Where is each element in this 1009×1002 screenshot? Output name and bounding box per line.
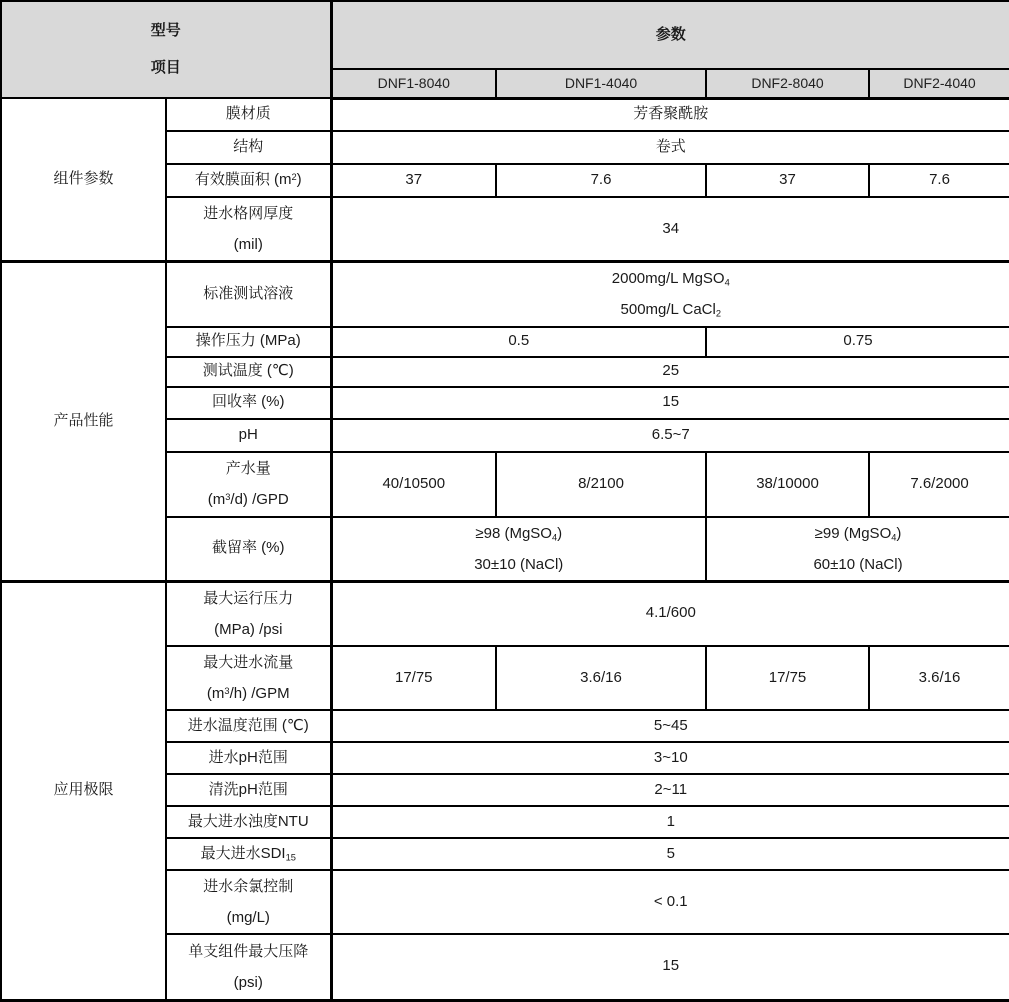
model-header-dnf2-8040: DNF2-8040 xyxy=(706,69,869,98)
test-solution-value: 2000mg/L MgSO$_4$ 500mg/L CaCl$_2$ xyxy=(331,262,1009,327)
rejection-value-dnf1: ≥98 (MgSO$_4$) 30±10 (NaCl) xyxy=(331,517,706,582)
test-temperature-label: 测试温度 (℃) xyxy=(166,357,331,387)
cleaning-ph-range-value: 2~11 xyxy=(331,774,1009,806)
permeate-flow-value-2: 8/2100 xyxy=(496,452,706,517)
recovery-label: 回收率 (%) xyxy=(166,387,331,419)
model-header-dnf1-8040: DNF1-8040 xyxy=(331,69,496,98)
effective-area-value-1: 37 xyxy=(331,164,496,197)
effective-area-label: 有效膜面积 $(m^2)$ xyxy=(166,164,331,197)
max-feed-flow-value-4: 3.6/16 xyxy=(869,646,1009,710)
row-membrane-material xyxy=(1,98,1009,131)
model-header-dnf1-4040: DNF1-4040 xyxy=(496,69,706,98)
max-pressure-drop-value: 15 xyxy=(331,934,1009,1000)
feed-spacer-label: 进水格网厚度 (mil) xyxy=(166,197,331,262)
max-pressure-label: 最大运行压力 (MPa) /psi xyxy=(166,581,331,646)
feed-ph-range-label: 进水pH范围 xyxy=(166,742,331,774)
max-pressure-drop-label: 单支组件最大压降 (psi) xyxy=(166,934,331,1000)
operating-pressure-value-dnf1: 0.5 xyxy=(331,327,706,357)
rejection-label: 截留率 (%) xyxy=(166,517,331,582)
section-title-performance: 产品性能 xyxy=(1,262,166,582)
membrane-material-label: 膜材质 xyxy=(166,98,331,131)
ph-value: 6.5~7 xyxy=(331,419,1009,452)
feed-ph-range-value: 3~10 xyxy=(331,742,1009,774)
max-turbidity-value: 1 xyxy=(331,806,1009,838)
effective-area-value-3: 37 xyxy=(706,164,869,197)
rejection-value-dnf2: ≥99 (MgSO$_4$) 60±10 (NaCl) xyxy=(706,517,1009,582)
membrane-material-value: 芳香聚酰胺 xyxy=(331,98,1009,131)
recovery-value: 15 xyxy=(331,387,1009,419)
max-feed-flow-label: 最大进水流量 $(m^3/h)$ /GPM xyxy=(166,646,331,710)
structure-label: 结构 xyxy=(166,131,331,164)
max-feed-flow-value-2: 3.6/16 xyxy=(496,646,706,710)
effective-area-value-4: 7.6 xyxy=(869,164,1009,197)
section-title-limits: 应用极限 xyxy=(1,581,166,1000)
permeate-flow-label: 产水量 $(m^3/d)$ /GPD xyxy=(166,452,331,517)
feed-temp-range-label: 进水温度范围 (℃) xyxy=(166,710,331,742)
corner-item-label: 项目 xyxy=(150,58,181,76)
structure-value: 卷式 xyxy=(331,131,1009,164)
residual-chlorine-value: < 0.1 xyxy=(331,870,1009,934)
effective-area-value-2: 7.6 xyxy=(496,164,706,197)
corner-model-label: 型号 xyxy=(150,21,181,39)
residual-chlorine-label: 进水余氯控制 (mg/L) xyxy=(166,870,331,934)
operating-pressure-label: 操作压力 (MPa) xyxy=(166,327,331,357)
permeate-flow-value-4: 7.6/2000 xyxy=(869,452,1009,517)
row-test-solution xyxy=(1,262,1009,327)
max-feed-flow-value-3: 17/75 xyxy=(706,646,869,710)
max-pressure-value: 4.1/600 xyxy=(331,581,1009,646)
test-solution-label: 标准测试溶液 xyxy=(166,262,331,327)
max-feed-flow-value-1: 17/75 xyxy=(331,646,496,710)
row-max-pressure xyxy=(1,581,1009,646)
max-sdi-value: 5 xyxy=(331,838,1009,870)
operating-pressure-value-dnf2: 0.75 xyxy=(706,327,1009,357)
max-sdi-label: 最大进水$SDI_{15}$ xyxy=(166,838,331,870)
permeate-flow-value-1: 40/10500 xyxy=(331,452,496,517)
feed-temp-range-value: 5~45 xyxy=(331,710,1009,742)
param-header-cell: 参数 xyxy=(331,1,1009,69)
cleaning-ph-range-label: 清洗pH范围 xyxy=(166,774,331,806)
corner-cell xyxy=(1,1,331,98)
header-row-top xyxy=(1,1,1009,69)
feed-spacer-value: 34 xyxy=(331,197,1009,262)
ph-label: pH xyxy=(166,419,331,452)
max-turbidity-label: 最大进水浊度NTU xyxy=(166,806,331,838)
section-title-component: 组件参数 xyxy=(1,98,166,262)
test-temperature-value: 25 xyxy=(331,357,1009,387)
permeate-flow-value-3: 38/10000 xyxy=(706,452,869,517)
model-header-dnf2-4040: DNF2-4040 xyxy=(869,69,1009,98)
